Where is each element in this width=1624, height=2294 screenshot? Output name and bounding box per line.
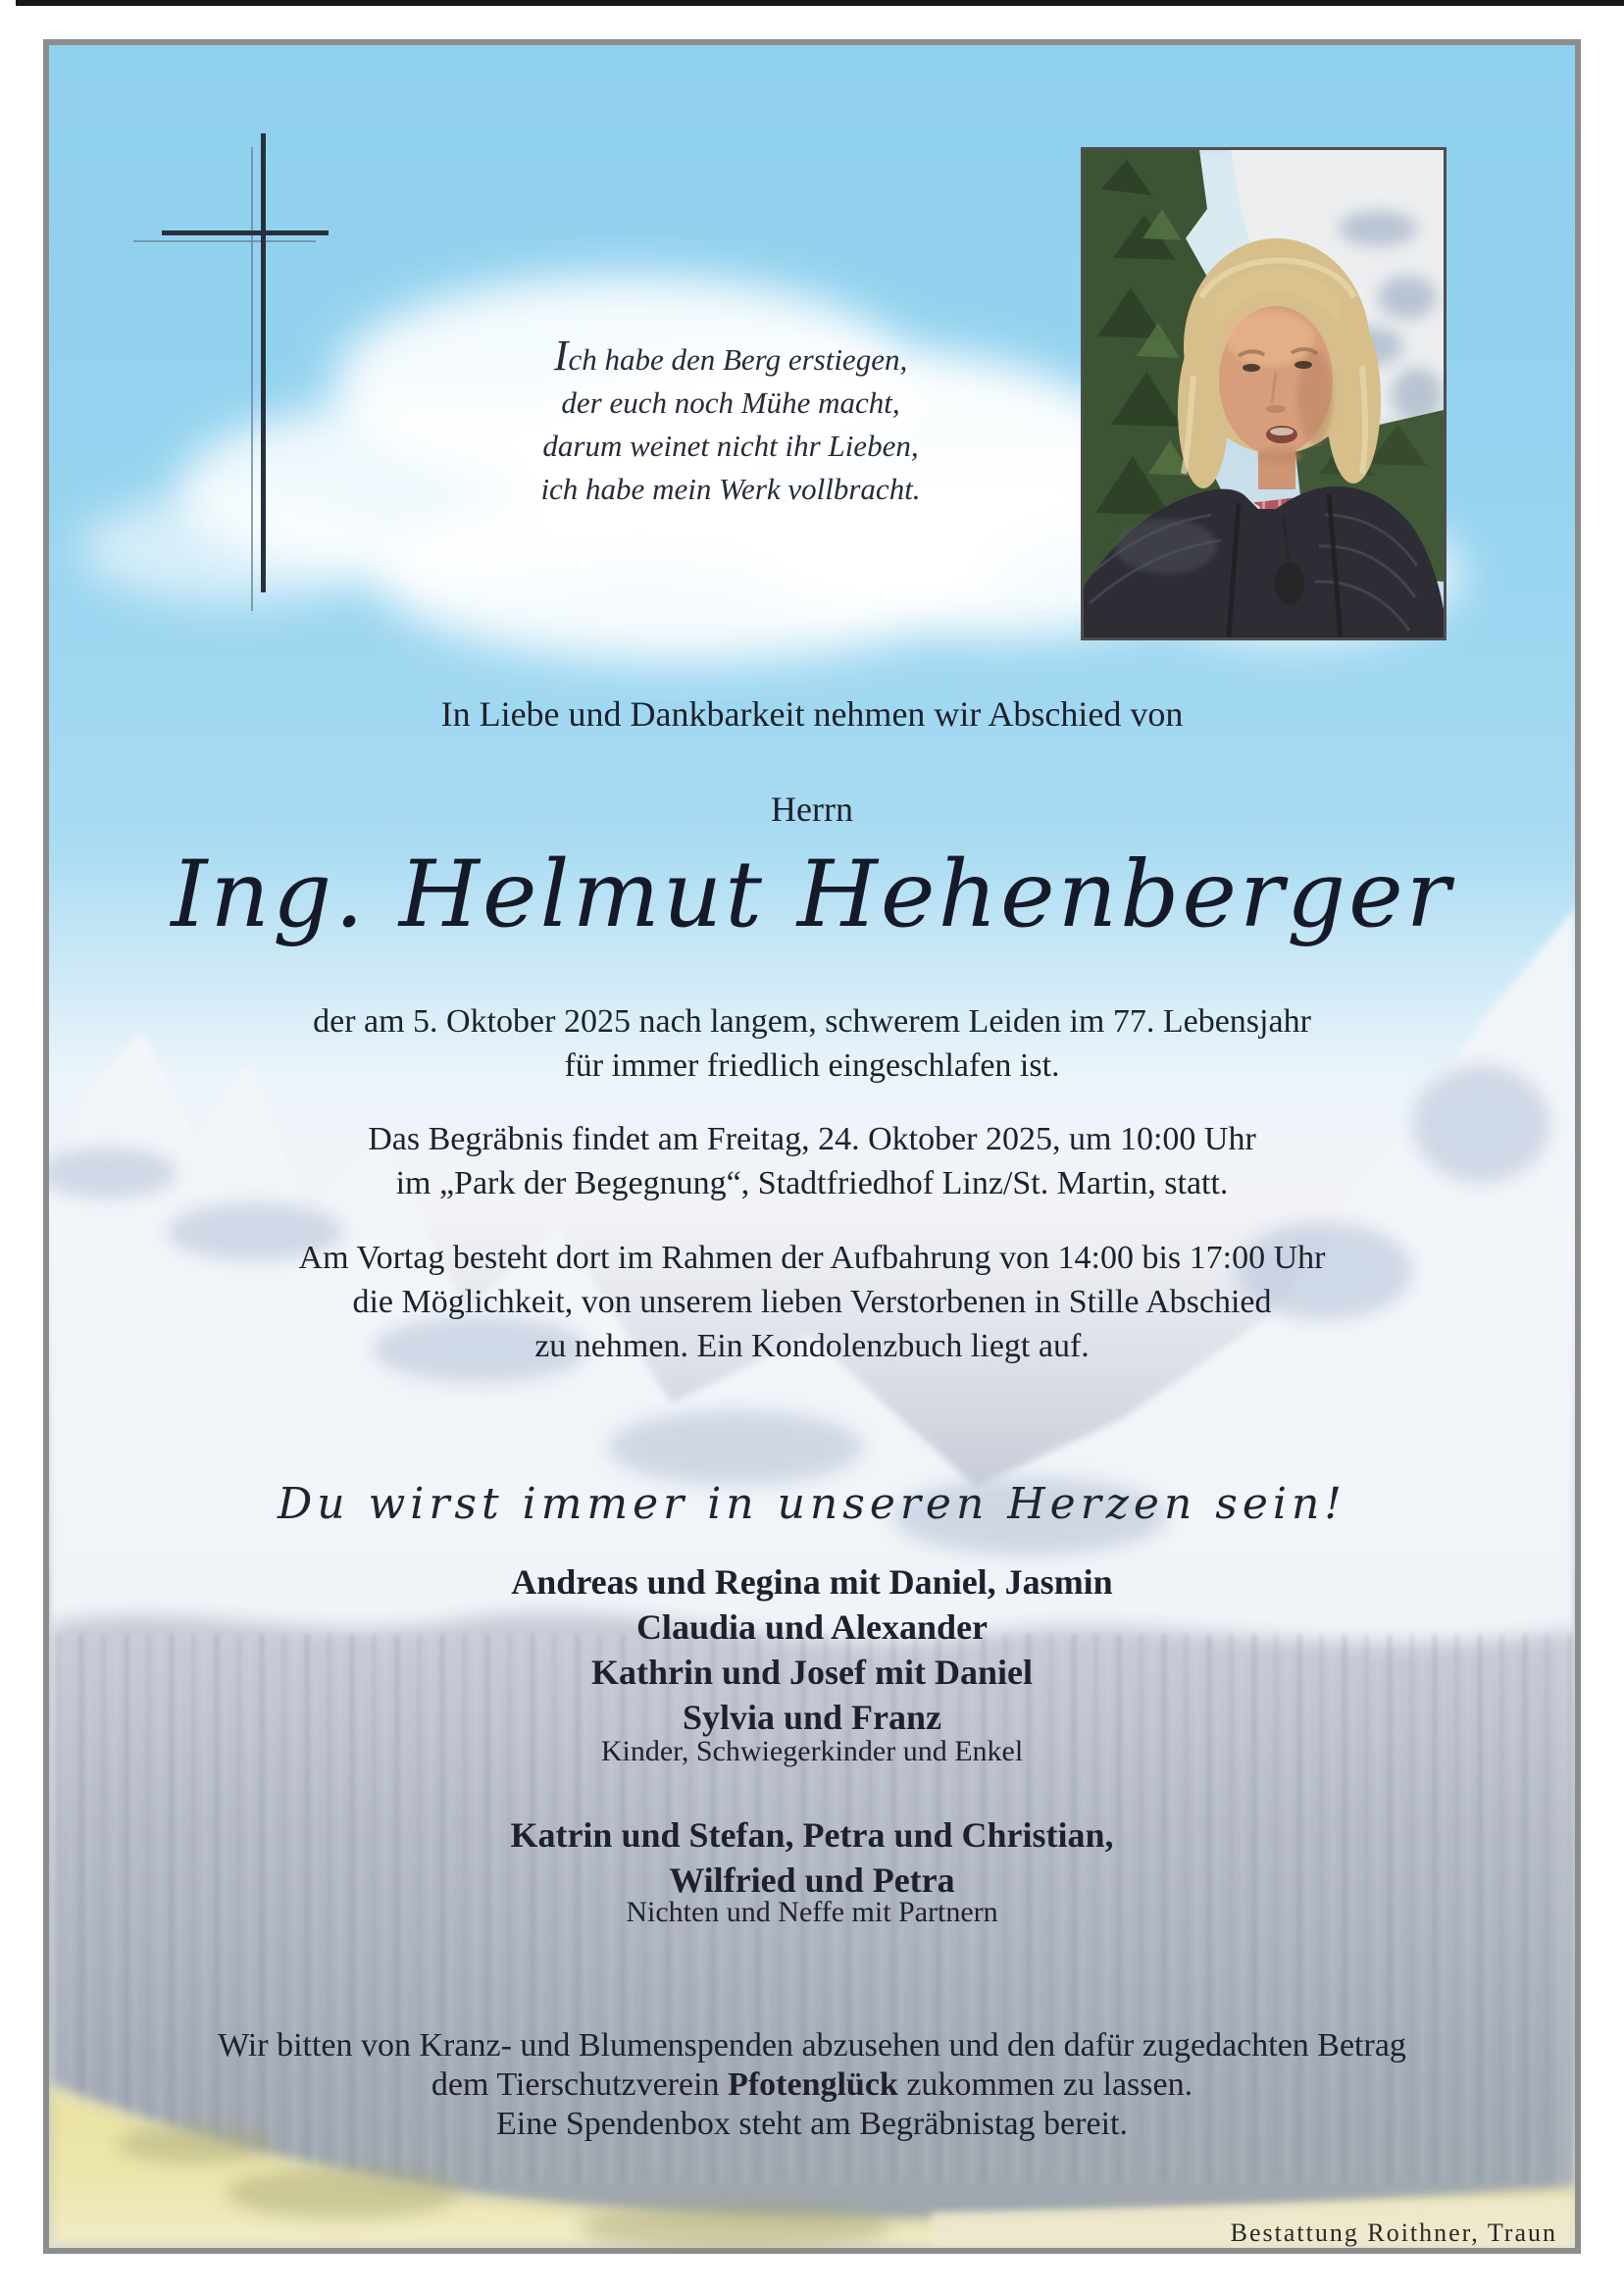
family-line: Sylvia und Franz bbox=[682, 1698, 942, 1737]
funeral-info bbox=[49, 1117, 1575, 1205]
cross-shadow-vertical bbox=[251, 147, 253, 611]
passing-notice bbox=[49, 999, 1575, 1088]
poem-line bbox=[471, 331, 990, 382]
viewing-line: zu nehmen. Ein Kondolenzbuch liegt auf. bbox=[534, 1328, 1090, 1364]
family-nieces-list bbox=[49, 1812, 1575, 1903]
intro-line: In Liebe und Dankbarkeit nehmen wir Abschied von bbox=[440, 694, 1184, 734]
viewing-line: Am Vortag besteht dort im Rahmen der Aufbahrung von 14:00 bis 17:00 Uhr bbox=[298, 1240, 1326, 1276]
passing-line: der am 5. Oktober 2025 nach langem, schwerem Leiden im 77. Lebensjahr bbox=[313, 1003, 1311, 1040]
family-line: Andreas und Regina mit Daniel, Jasmin bbox=[511, 1562, 1113, 1602]
poem-line: darum weinet nicht ihr Lieben, bbox=[542, 429, 919, 463]
portrait-illustration bbox=[1084, 150, 1444, 637]
funeral-line: im „Park der Begegnung“, Stadtfriedhof Linz/St. Martin, statt. bbox=[395, 1165, 1229, 1201]
poem-line: der euch noch Mühe macht, bbox=[561, 385, 900, 420]
passing-line: für immer friedlich eingeschlafen ist. bbox=[564, 1047, 1060, 1084]
cross-horizontal bbox=[162, 230, 329, 235]
cross-vertical bbox=[261, 133, 266, 592]
farewell-quote: Du wirst immer in unseren Herzen sein! bbox=[278, 1479, 1346, 1529]
scan-artifact-line bbox=[16, 0, 1624, 6]
memorial-poem bbox=[471, 331, 990, 511]
deceased-name: Ing. Helmut Hehenberger bbox=[171, 841, 1453, 948]
poem-line: ich habe mein Werk vollbracht. bbox=[540, 472, 921, 506]
donation-line: Eine Spendenbox steht am Begräbnistag bereit. bbox=[496, 2106, 1128, 2142]
viewing-line: die Möglichkeit, von unserem lieben Verstorbenen in Stille Abschied bbox=[352, 1284, 1272, 1320]
family-nieces-caption: Nichten und Neffe mit Partnern bbox=[626, 1896, 998, 1928]
family-children-caption: Kinder, Schwiegerkinder und Enkel bbox=[600, 1735, 1024, 1767]
donation-text: dem Tierschutzverein bbox=[431, 2066, 729, 2103]
family-children-list bbox=[49, 1559, 1575, 1740]
charity-name: Pfotenglück bbox=[728, 2066, 898, 2103]
family-line: Claudia und Alexander bbox=[635, 1607, 989, 1647]
donation-text: zukommen zu lassen. bbox=[897, 2066, 1193, 2103]
poem-line-text: ch habe den Berg erstiegen, bbox=[568, 342, 908, 377]
family-line: Kathrin und Josef mit Daniel bbox=[590, 1653, 1034, 1692]
card-frame bbox=[43, 39, 1581, 2254]
donation-line: Wir bitten von Kranz- und Blumenspenden abzusehen und den dafür zugedachten Betrag bbox=[218, 2027, 1406, 2064]
portrait-photo bbox=[1081, 147, 1446, 640]
viewing-info bbox=[49, 1236, 1575, 1368]
cross-shadow-horizontal bbox=[133, 240, 316, 242]
funeral-line: Das Begräbnis findet am Freitag, 24. Oktober 2025, um 10:00 Uhr bbox=[368, 1121, 1256, 1157]
funeral-home-credit: Bestattung Roithner, Traun bbox=[1230, 2218, 1557, 2247]
salutation: Herrn bbox=[771, 790, 853, 829]
donation-request bbox=[49, 2026, 1575, 2144]
family-line: Katrin und Stefan, Petra und Christian, bbox=[510, 1815, 1114, 1855]
poem-initial: I bbox=[553, 331, 569, 380]
cross-icon bbox=[49, 45, 441, 683]
family-line: Wilfried und Petra bbox=[669, 1861, 955, 1900]
donation-line bbox=[49, 2065, 1575, 2105]
